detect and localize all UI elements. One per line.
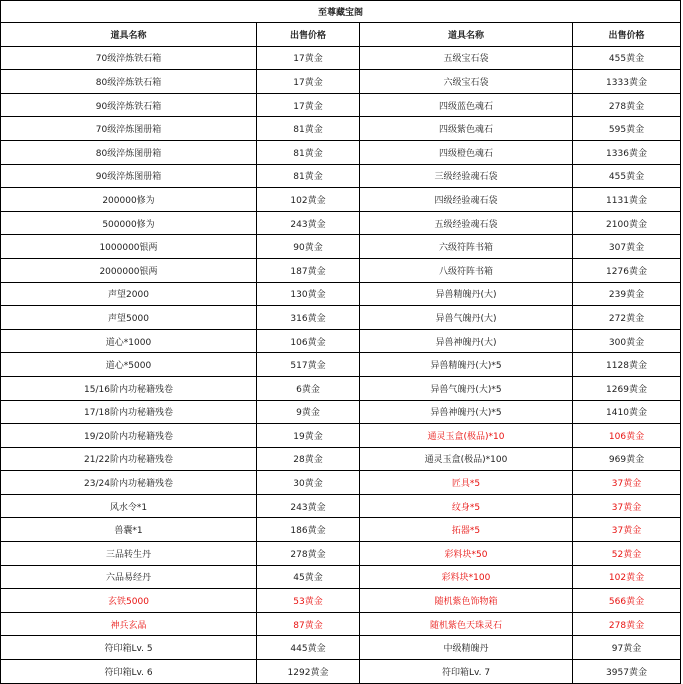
- item-name-left: 90级淬炼铁石箱: [1, 93, 257, 117]
- header-left-name: 道具名称: [1, 23, 257, 47]
- item-price-left: 81黄金: [257, 117, 360, 141]
- item-price-left: 278黄金: [257, 542, 360, 566]
- item-name-right: 匠具*5: [360, 471, 573, 495]
- item-price-right: 1128黄金: [573, 353, 681, 377]
- item-name-left: 19/20阶内功秘籍残卷: [1, 424, 257, 448]
- item-price-left: 130黄金: [257, 282, 360, 306]
- item-name-left: 2000000银两: [1, 258, 257, 282]
- item-price-right: 3957黄金: [573, 660, 681, 684]
- item-name-left: 神兵玄晶: [1, 612, 257, 636]
- item-name-right: 中级精魄丹: [360, 636, 573, 660]
- item-price-right: 455黄金: [573, 164, 681, 188]
- table-row: [1, 424, 681, 448]
- item-name-left: 80级淬炼图册箱: [1, 140, 257, 164]
- table-row: [1, 353, 681, 377]
- item-name-left: 风水令*1: [1, 494, 257, 518]
- item-name-right: 拓器*5: [360, 518, 573, 542]
- item-name-right: 四级蓝色魂石: [360, 93, 573, 117]
- table-row: [1, 46, 681, 70]
- item-name-left: 80级淬炼铁石箱: [1, 70, 257, 94]
- item-name-left: 21/22阶内功秘籍残卷: [1, 447, 257, 471]
- header-left-price: 出售价格: [257, 23, 360, 47]
- table-row: [1, 494, 681, 518]
- table-row: [1, 235, 681, 259]
- item-price-left: 17黄金: [257, 70, 360, 94]
- item-price-left: 9黄金: [257, 400, 360, 424]
- title-row: [1, 1, 681, 23]
- item-price-right: 37黄金: [573, 518, 681, 542]
- table-title: 至尊藏宝阁: [1, 1, 681, 23]
- item-name-right: 异兽气魄丹(大)*5: [360, 376, 573, 400]
- item-name-left: 70级淬炼铁石箱: [1, 46, 257, 70]
- table-row: [1, 70, 681, 94]
- item-name-right: 随机紫色天珠灵石: [360, 612, 573, 636]
- item-name-right: 异兽神魄丹(大)*5: [360, 400, 573, 424]
- item-name-left: 道心*1000: [1, 329, 257, 353]
- item-name-right: 通灵玉盒(极品)*10: [360, 424, 573, 448]
- item-price-right: 106黄金: [573, 424, 681, 448]
- item-price-left: 187黄金: [257, 258, 360, 282]
- item-name-right: 异兽精魄丹(大)*5: [360, 353, 573, 377]
- item-name-right: 八级符阵书箱: [360, 258, 573, 282]
- item-price-right: 1336黄金: [573, 140, 681, 164]
- item-price-right: 97黄金: [573, 636, 681, 660]
- item-price-right: 595黄金: [573, 117, 681, 141]
- item-name-right: 五级经验魂石袋: [360, 211, 573, 235]
- item-name-left: 500000修为: [1, 211, 257, 235]
- item-name-right: 符印箱Lv. 7: [360, 660, 573, 684]
- item-name-left: 声望2000: [1, 282, 257, 306]
- item-name-right: 异兽气魄丹(大): [360, 306, 573, 330]
- item-name-right: 彩料块*100: [360, 565, 573, 589]
- item-price-left: 186黄金: [257, 518, 360, 542]
- item-price-right: 566黄金: [573, 589, 681, 613]
- item-price-right: 455黄金: [573, 46, 681, 70]
- item-price-left: 6黄金: [257, 376, 360, 400]
- table-row: [1, 376, 681, 400]
- item-price-left: 17黄金: [257, 46, 360, 70]
- table-row: [1, 164, 681, 188]
- item-price-left: 517黄金: [257, 353, 360, 377]
- item-name-left: 道心*5000: [1, 353, 257, 377]
- item-price-right: 307黄金: [573, 235, 681, 259]
- item-price-right: 300黄金: [573, 329, 681, 353]
- table-row: [1, 140, 681, 164]
- table-row: [1, 306, 681, 330]
- table-row: [1, 211, 681, 235]
- item-name-left: 三品转生丹: [1, 542, 257, 566]
- item-name-left: 六品易经丹: [1, 565, 257, 589]
- item-price-right: 37黄金: [573, 494, 681, 518]
- item-name-right: 三级经验魂石袋: [360, 164, 573, 188]
- table-row: [1, 400, 681, 424]
- table-row: [1, 117, 681, 141]
- table-row: [1, 660, 681, 684]
- item-name-right: 四级经验魂石袋: [360, 188, 573, 212]
- item-name-left: 17/18阶内功秘籍残卷: [1, 400, 257, 424]
- table-row: [1, 447, 681, 471]
- item-price-left: 87黄金: [257, 612, 360, 636]
- item-price-right: 1269黄金: [573, 376, 681, 400]
- table-row: [1, 471, 681, 495]
- item-name-right: 纹身*5: [360, 494, 573, 518]
- item-price-right: 102黄金: [573, 565, 681, 589]
- item-price-left: 45黄金: [257, 565, 360, 589]
- item-price-left: 243黄金: [257, 494, 360, 518]
- item-name-left: 符印箱Lv. 6: [1, 660, 257, 684]
- item-price-right: 969黄金: [573, 447, 681, 471]
- item-price-left: 445黄金: [257, 636, 360, 660]
- item-price-left: 1292黄金: [257, 660, 360, 684]
- item-price-right: 1333黄金: [573, 70, 681, 94]
- header-row: [1, 23, 681, 47]
- table-row: [1, 258, 681, 282]
- item-name-left: 声望5000: [1, 306, 257, 330]
- item-price-left: 28黄金: [257, 447, 360, 471]
- header-right-price: 出售价格: [573, 23, 681, 47]
- table-row: [1, 282, 681, 306]
- item-name-right: 彩料块*50: [360, 542, 573, 566]
- table-row: [1, 589, 681, 613]
- item-price-right: 278黄金: [573, 93, 681, 117]
- item-name-left: 1000000银两: [1, 235, 257, 259]
- item-price-right: 2100黄金: [573, 211, 681, 235]
- table-row: [1, 329, 681, 353]
- item-price-right: 239黄金: [573, 282, 681, 306]
- item-name-left: 200000修为: [1, 188, 257, 212]
- item-price-left: 90黄金: [257, 235, 360, 259]
- item-name-right: 六级符阵书箱: [360, 235, 573, 259]
- item-name-left: 符印箱Lv. 5: [1, 636, 257, 660]
- item-price-right: 272黄金: [573, 306, 681, 330]
- table-row: [1, 93, 681, 117]
- item-price-left: 316黄金: [257, 306, 360, 330]
- table-row: [1, 636, 681, 660]
- table-row: [1, 542, 681, 566]
- item-name-right: 异兽神魄丹(大): [360, 329, 573, 353]
- table-row: [1, 188, 681, 212]
- item-price-left: 81黄金: [257, 140, 360, 164]
- item-name-left: 23/24阶内功秘籍残卷: [1, 471, 257, 495]
- item-name-right: 四级橙色魂石: [360, 140, 573, 164]
- item-price-right: 52黄金: [573, 542, 681, 566]
- item-name-right: 异兽精魄丹(大): [360, 282, 573, 306]
- item-price-left: 81黄金: [257, 164, 360, 188]
- item-price-right: 1131黄金: [573, 188, 681, 212]
- item-price-right: 1410黄金: [573, 400, 681, 424]
- table-row: [1, 565, 681, 589]
- item-name-right: 通灵玉盒(极品)*100: [360, 447, 573, 471]
- item-price-left: 17黄金: [257, 93, 360, 117]
- item-name-left: 玄铁5000: [1, 589, 257, 613]
- item-name-right: 四级紫色魂石: [360, 117, 573, 141]
- item-name-left: 兽囊*1: [1, 518, 257, 542]
- item-name-left: 90级淬炼图册箱: [1, 164, 257, 188]
- item-price-left: 106黄金: [257, 329, 360, 353]
- item-name-right: 随机紫色饰物箱: [360, 589, 573, 613]
- item-name-right: 六级宝石袋: [360, 70, 573, 94]
- item-price-right: 1276黄金: [573, 258, 681, 282]
- item-price-left: 243黄金: [257, 211, 360, 235]
- item-price-left: 102黄金: [257, 188, 360, 212]
- item-name-left: 70级淬炼图册箱: [1, 117, 257, 141]
- header-right-name: 道具名称: [360, 23, 573, 47]
- item-price-left: 53黄金: [257, 589, 360, 613]
- item-price-left: 30黄金: [257, 471, 360, 495]
- item-price-left: 19黄金: [257, 424, 360, 448]
- item-name-right: 五级宝石袋: [360, 46, 573, 70]
- item-price-right: 37黄金: [573, 471, 681, 495]
- item-name-left: 15/16阶内功秘籍残卷: [1, 376, 257, 400]
- item-price-right: 278黄金: [573, 612, 681, 636]
- table-row: [1, 612, 681, 636]
- table-row: [1, 518, 681, 542]
